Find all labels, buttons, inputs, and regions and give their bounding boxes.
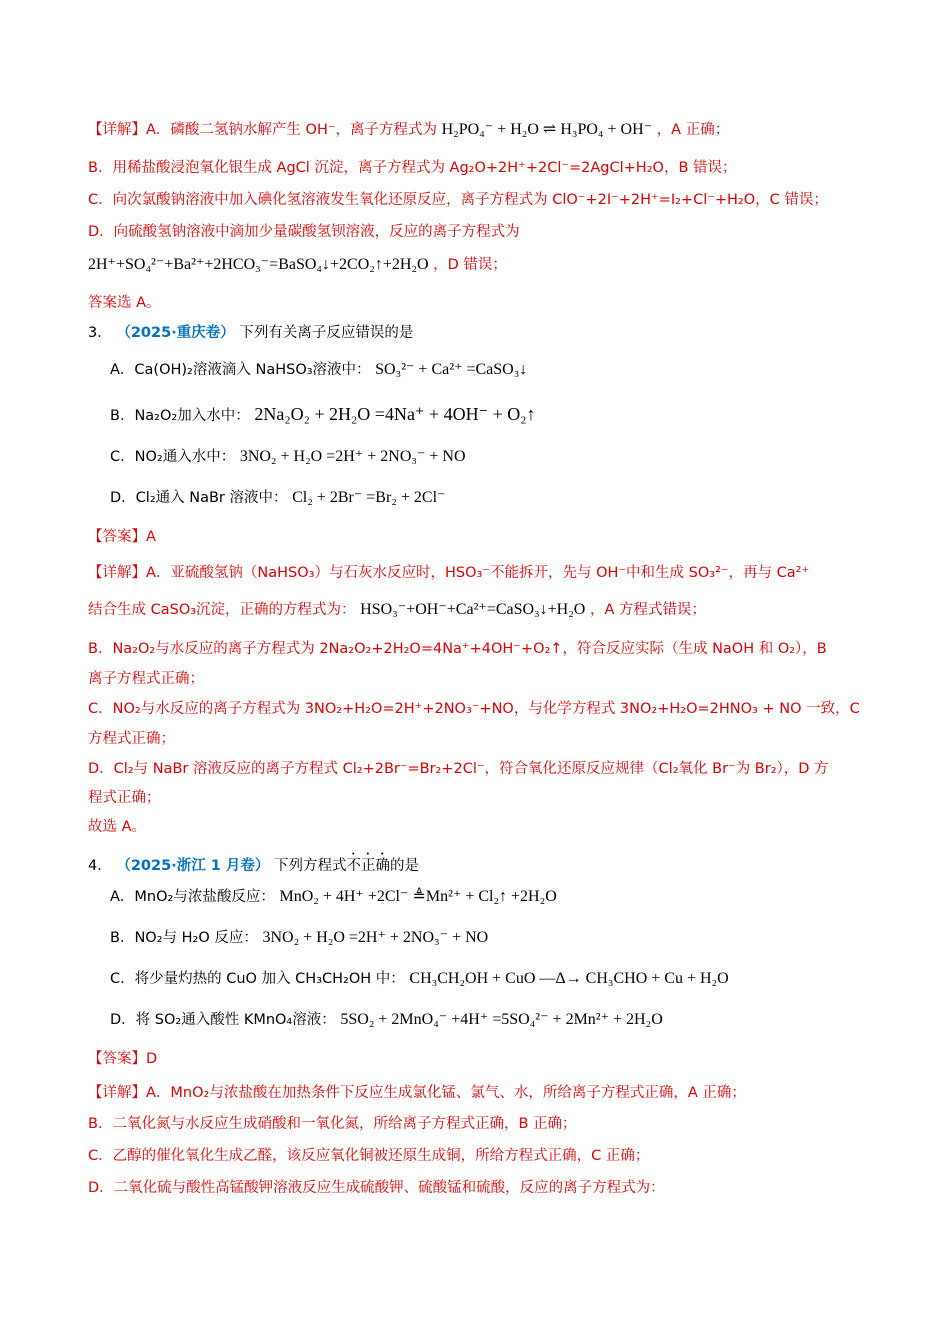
q3-stem: [88, 323, 890, 343]
q2-explain-a: [88, 120, 890, 140]
q3-option-b: [110, 404, 890, 426]
q4-stem-emphasis: 不正确: [346, 858, 391, 874]
q3-explain-8: 程式正确；: [88, 790, 161, 806]
q4-number: 4．: [88, 858, 112, 874]
q3-option-a-text: A．Ca(OH)₂溶液滴入 NaHSO₃溶液中：: [110, 362, 371, 378]
q4-stem: [88, 850, 890, 876]
q3-option-c: [110, 447, 890, 467]
q2-explain-c: C．向次氯酸钠溶液中加入碘化氢溶液发生氧化还原反应，离子方程式为 ClO⁻+2I⁻+2H⁺=I₂+Cl⁻+H₂O，C 错误；: [88, 192, 828, 208]
q4-option-c-equation: CH₃CH₂OH + CuO —Δ→ CH₃CHO + Cu + H₂O: [409, 970, 729, 987]
q3-explain-7: D．Cl₂与 NaBr 溶液反应的离子方程式 Cl₂+2Br⁻=Br₂+2Cl⁻，符合氧化还原反应规律（Cl₂氧化 Br⁻为 Br₂），D 方: [88, 761, 829, 777]
q3-explain-2: [88, 600, 890, 620]
q3-explain-6: 方程式正确；: [88, 731, 175, 747]
q3-explain-2-equation: HSO₃⁻+OH⁻+Ca²⁺=CaSO₃↓+H₂O: [360, 601, 586, 618]
q4-explain-4: D．二氧化硫与酸性高锰酸钾溶液反应生成硫酸钾、硫酸锰和硫酸，反应的离子方程式为：: [88, 1180, 665, 1196]
q4-source: （2025·浙江 1 月卷）: [116, 858, 270, 874]
q2-explain-a-equation: H₂PO₄⁻ + H₂O ⇌ H₃PO₄ + OH⁻: [441, 121, 653, 138]
q4-option-d: [110, 1010, 890, 1030]
q2-explain-a-verdict: ，A 正确；: [656, 122, 730, 138]
q3-explain-3: B．Na₂O₂与水反应的离子方程式为 2Na₂O₂+2H₂O=4Na⁺+4OH⁻+O₂↑，符合反应实际（生成 NaOH 和 O₂），B: [88, 641, 827, 657]
q3-number: 3．: [88, 325, 112, 341]
q3-option-a: [110, 360, 890, 380]
q3-option-d: [110, 488, 890, 508]
q4-option-b-equation: 3NO₂ + H₂O =2H⁺ + 2NO₃⁻ + NO: [262, 929, 489, 946]
q3-option-c-equation: 3NO₂ + H₂O =2H⁺ + 2NO₃⁻ + NO: [239, 448, 466, 465]
q4-stem-end: 的是: [390, 858, 420, 874]
q3-option-b-text: B．Na₂O₂加入水中：: [110, 408, 250, 424]
q4-option-c: [110, 969, 890, 989]
q2-explain-a-text: 【详解】A．磷酸二氢钠水解产生 OH⁻，离子方程式为: [88, 122, 437, 138]
q4-option-a: [110, 887, 890, 907]
q3-option-a-equation: SO₃²⁻ + Ca²⁺ =CaSO₃↓: [375, 361, 528, 378]
q3-explain-4: 离子方程式正确；: [88, 671, 204, 687]
q3-option-d-equation: Cl₂ + 2Br⁻ =Br₂ + 2Cl⁻: [292, 489, 446, 506]
q4-option-d-equation: 5SO₂ + 2MnO₄⁻ +4H⁺ =5SO₄²⁻ + 2Mn²⁺ + 2H₂O: [340, 1011, 663, 1028]
q3-explain-2-verdict: ，A 方程式错误；: [589, 602, 706, 618]
q3-explain-1: 【详解】A．亚硫酸氢钠（NaHSO₃）与石灰水反应时，HSO₃⁻不能拆开，先与 OH⁻中和生成 SO₃²⁻，再与 Ca²⁺: [88, 565, 810, 581]
q2-answer: 答案选 A。: [88, 295, 161, 311]
q2-explain-d-eq: [88, 255, 890, 275]
q3-explain-2-text: 结合生成 CaSO₃沉淀，正确的方程式为：: [88, 602, 356, 618]
q2-explain-d-equation: 2H⁺+SO₄²⁻+Ba²⁺+2HCO₃⁻=BaSO₄↓+2CO₂↑+2H₂O: [88, 256, 429, 273]
q3-option-c-text: C．NO₂通入水中：: [110, 449, 236, 465]
q3-answer: 【答案】A: [88, 529, 156, 545]
q4-option-b: [110, 928, 890, 948]
q3-explain-9: 故选 A。: [88, 819, 147, 835]
q4-option-a-equation: MnO₂ + 4H⁺ +2Cl⁻ ≜Mn²⁺ + Cl₂↑ +2H₂O: [279, 888, 557, 905]
q2-explain-d: D．向硫酸氢钠溶液中滴加少量碳酸氢钡溶液，反应的离子方程式为: [88, 224, 520, 240]
q4-option-d-text: D．将 SO₂通入酸性 KMnO₄溶液：: [110, 1012, 336, 1028]
q4-explain-3: C．乙醇的催化氧化生成乙醛，该反应氧化铜被还原生成铜，所给方程式正确，C 正确；: [88, 1148, 650, 1164]
q4-option-c-text: C．将少量灼热的 CuO 加入 CH₃CH₂OH 中：: [110, 971, 405, 987]
q3-option-d-text: D．Cl₂通入 NaBr 溶液中：: [110, 490, 288, 506]
q4-option-a-text: A．MnO₂与浓盐酸反应：: [110, 889, 275, 905]
q4-explain-2: B．二氧化氮与水反应生成硝酸和一氧化氮，所给离子方程式正确，B 正确；: [88, 1116, 577, 1132]
q2-explain-d-verdict: ，D 错误；: [433, 257, 507, 273]
q4-explain-1: 【详解】A．MnO₂与浓盐酸在加热条件下反应生成氯化锰、氯气、水，所给离子方程式正确，A 正确；: [88, 1085, 746, 1101]
q4-option-b-text: B．NO₂与 H₂O 反应：: [110, 930, 258, 946]
q2-explain-b: B．用稀盐酸浸泡氧化银生成 AgCl 沉淀，离子方程式为 Ag₂O+2H⁺+2Cl⁻=2AgCl+H₂O，B 错误；: [88, 160, 737, 176]
q4-answer: 【答案】D: [88, 1051, 158, 1067]
q3-stem-text: 下列有关离子反应错误的是: [239, 325, 414, 341]
q3-explain-5: C．NO₂与水反应的离子方程式为 3NO₂+H₂O=2H⁺+2NO₃⁻+NO，与化学方程式 3NO₂+H₂O=2HNO₃ + NO 一致，C: [88, 701, 860, 717]
q3-source: （2025·重庆卷）: [116, 325, 235, 341]
q4-stem-text: 下列方程式: [274, 858, 347, 874]
q3-option-b-equation: 2Na₂O₂ + 2H₂O =4Na⁺ + 4OH⁻ + O₂↑: [254, 404, 536, 424]
